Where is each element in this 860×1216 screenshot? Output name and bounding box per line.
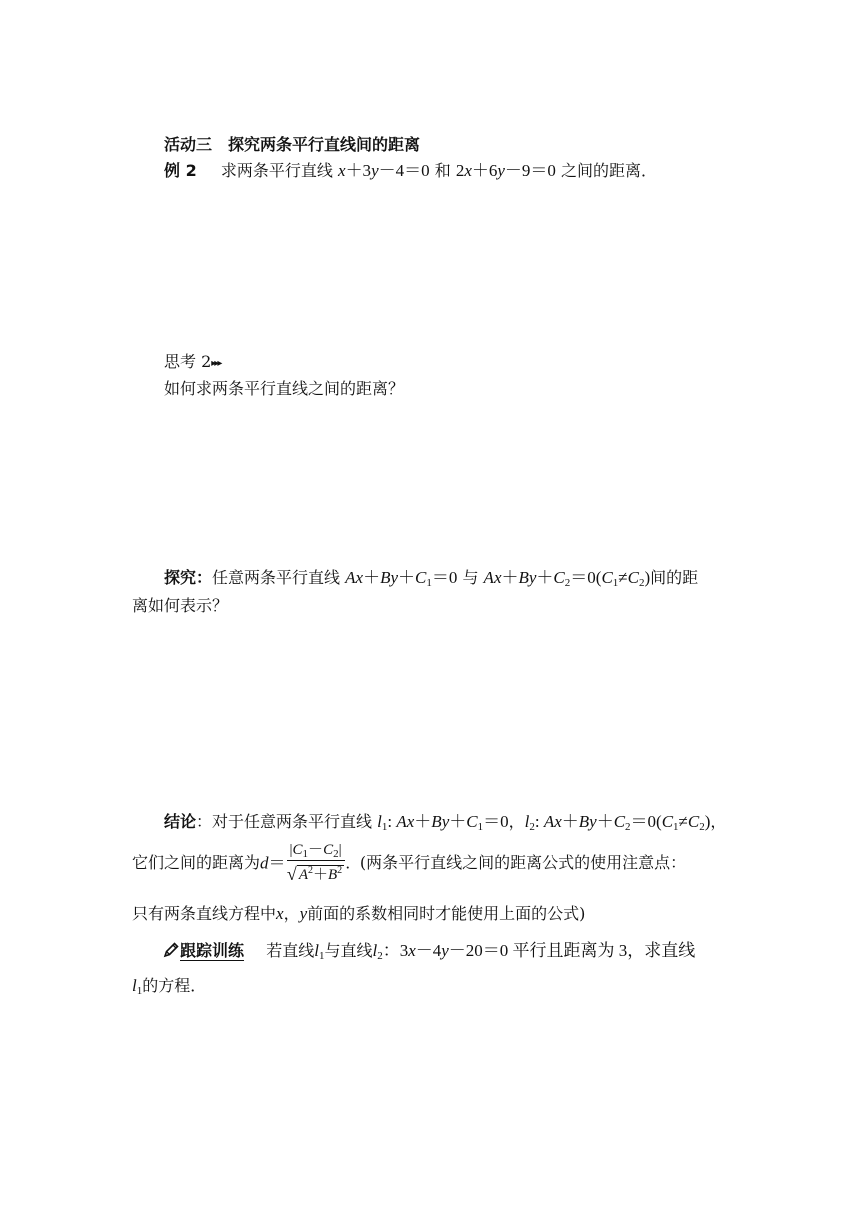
- conclusion-note: (两条平行直线之间的距离公式的使用注意点：: [359, 853, 687, 872]
- training-line2: $l_1$的方程．: [132, 976, 207, 997]
- explore-line1: 探究：任意两条平行直线 $Ax+By+C_1=0$ 与 $Ax+By+C_2=0(C_1\ne C_2)$间的距: [164, 568, 699, 589]
- activity-title: 活动三 探究两条平行直线间的距离: [164, 135, 421, 154]
- pencil-icon: [162, 941, 180, 962]
- example-suffix: 之间的距离．: [561, 161, 658, 180]
- example-line1: x＋3y－4＝0: [338, 161, 430, 180]
- conclusion-label: 结论: [164, 812, 197, 831]
- explore-label: 探究：: [164, 568, 213, 587]
- line-eq-1: $Ax+By+C_1=0$: [345, 568, 458, 589]
- conclusion-eq-l1: $l_1$: $Ax+By+C_1=0$: [377, 812, 509, 833]
- conclusion-line1: 结论：对于任意两条平行直线 $l_1$: $Ax+By+C_1=0$，$l_2$: $Ax+By+C_2=0(C_1\ne C_2)$，: [164, 812, 727, 833]
- line-eq-2: $Ax+By+C_2=0(C_1\ne C_2)$: [483, 568, 651, 589]
- training-label: 跟踪训练: [180, 941, 245, 960]
- conclusion-eq-l2: $l_2$: $Ax+By+C_2=0(C_1\ne C_2)$: [524, 812, 711, 833]
- example-prefix: 求两条平行直线: [220, 161, 333, 180]
- example-conj: 和: [434, 161, 451, 180]
- example-label: 例 2: [164, 161, 197, 180]
- think-label: 思考 2: [164, 352, 212, 371]
- think-question: 如何求两条平行直线之间的距离？: [164, 379, 405, 398]
- example-line: [164, 162, 657, 179]
- training-line1: 跟踪训练 若直线$l_1$与直线$l_2$：3x－4y－20＝0 平行且距离为 3，求直线: [162, 941, 695, 962]
- distance-formula: $\frac{|C_1-C_2|}{√ A^2+B^2}$: [287, 843, 345, 883]
- example-line2: 2x＋6y－9＝0: [455, 161, 556, 180]
- triple-arrow-icon: ▸▸▸: [211, 358, 221, 369]
- explore-line2: 离如何表示？: [132, 596, 229, 615]
- think-heading: [164, 354, 220, 370]
- conclusion-line3: 只有两条直线方程中x，y前面的系数相同时才能使用上面的公式): [132, 904, 586, 923]
- conclusion-line2: 它们之间的距离为d＝ $\frac{|C_1-C_2|}{√ A^2+B^2}$ . (两条平行直线之间的距离公式的使用注意点：: [132, 842, 687, 884]
